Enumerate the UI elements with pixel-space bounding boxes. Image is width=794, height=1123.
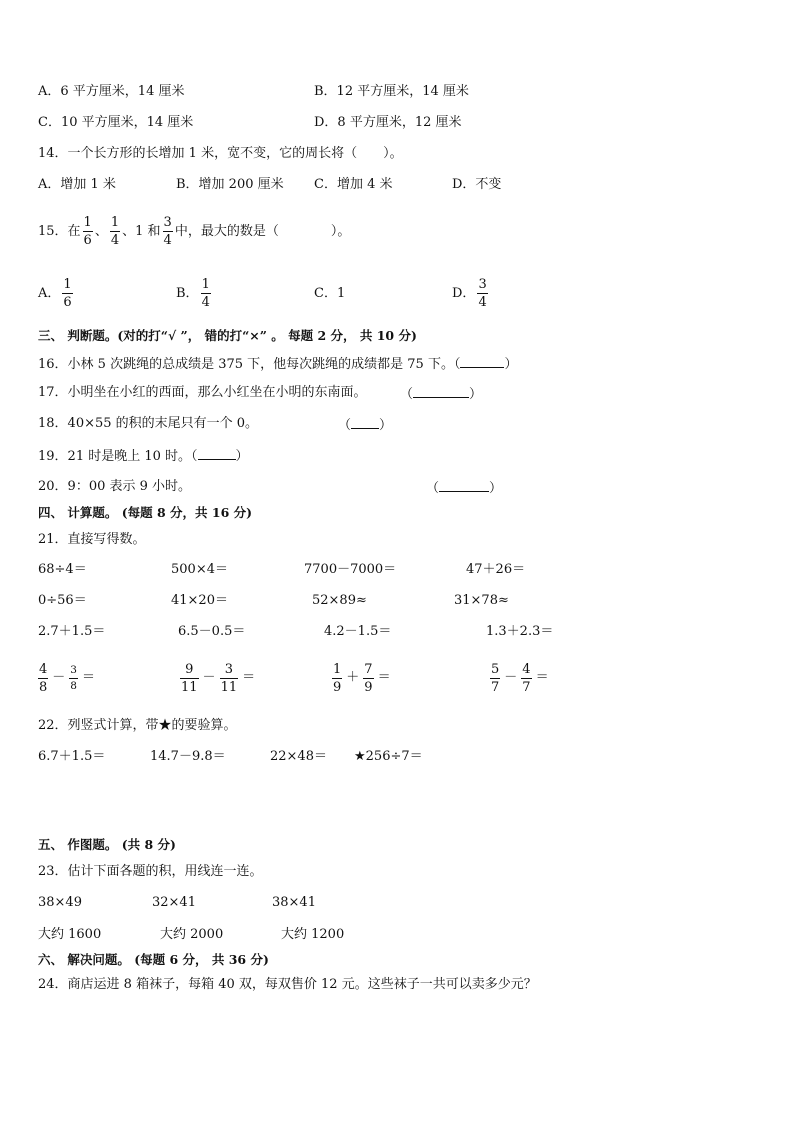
q19-paren-close: ） bbox=[235, 449, 249, 464]
q17-paren-open: （ bbox=[400, 387, 414, 402]
frac-expr-3-n2: 7 bbox=[364, 661, 373, 677]
q21-text: 21．直接写得数。 bbox=[38, 532, 146, 547]
calc-r1-c3: 7700－7000＝ bbox=[304, 562, 397, 577]
q15-fraction-2 bbox=[110, 216, 120, 247]
q14-option-d: D．不变 bbox=[452, 177, 502, 192]
q22-item-3: 22×48＝ bbox=[270, 749, 327, 764]
q16 bbox=[38, 355, 518, 373]
frac-expr-3-term1 bbox=[332, 663, 342, 694]
q18-paren-open: （ bbox=[338, 418, 352, 433]
q15-prefix: 15．在 bbox=[38, 224, 81, 239]
q20-paren-open: （ bbox=[426, 481, 440, 496]
q15-sep2: 、1 和 bbox=[122, 224, 161, 239]
q22-text: 22．列竖式计算，带★的要验算。 bbox=[38, 718, 237, 733]
frac-expr-3-term2 bbox=[363, 663, 373, 694]
frac-expr-3-d1: 9 bbox=[333, 679, 342, 695]
q15-d-numerator: 3 bbox=[478, 277, 487, 292]
q22-item-1: 6.7＋1.5＝ bbox=[38, 749, 106, 764]
q23-text: 23．估计下面各题的积，用线连一连。 bbox=[38, 864, 263, 879]
frac-expr-1-d2: 8 bbox=[70, 679, 77, 692]
q22-item-4: ★256÷7＝ bbox=[354, 749, 423, 764]
q15-option-a-fraction bbox=[62, 278, 72, 309]
q23-estimate-2: 大约 2000 bbox=[160, 927, 224, 942]
frac-expr-2-n1: 9 bbox=[185, 661, 194, 677]
calc-r2-c3: 52×89≈ bbox=[312, 593, 367, 608]
q19 bbox=[38, 447, 249, 465]
q20-answer bbox=[426, 479, 502, 497]
q13-option-b: B．12 平方厘米，14 厘米 bbox=[314, 84, 469, 99]
frac-expr-2-term2 bbox=[220, 663, 239, 694]
frac-expr-1-n1: 4 bbox=[39, 661, 48, 677]
q23-expr-1: 38×49 bbox=[38, 895, 82, 910]
q15-option-b-fraction bbox=[201, 278, 211, 309]
q15-b-denominator: 4 bbox=[201, 295, 210, 310]
frac-expr-2-n2: 3 bbox=[224, 661, 233, 677]
frac-expr-1-n2: 3 bbox=[70, 664, 77, 676]
q23-expr-2: 32×41 bbox=[152, 895, 196, 910]
frac-expr-1-term2 bbox=[69, 665, 78, 691]
frac-expr-3-d2: 9 bbox=[364, 679, 373, 695]
frac-expr-2-d2: 11 bbox=[220, 679, 238, 695]
q13-option-a: A．6 平方厘米，14 厘米 bbox=[38, 84, 185, 99]
frac-expr-2-d1: 11 bbox=[181, 679, 198, 695]
frac-expr-4-d1: 7 bbox=[491, 679, 500, 695]
q14-option-c: C．增加 4 米 bbox=[314, 177, 393, 192]
section4-heading: 四、 计算题。 (每题 8 分，共 16 分) bbox=[38, 505, 253, 520]
frac-expr-1-equals: ＝ bbox=[81, 670, 95, 685]
q15-option-c: C．1 bbox=[314, 286, 346, 301]
q15-option-b-label: B． bbox=[176, 286, 199, 301]
q20-paren-close: ） bbox=[489, 481, 503, 496]
q18-text: 18．40×55 的积的末尾只有一个 0。 bbox=[38, 416, 259, 431]
q20-answer-blank[interactable] bbox=[439, 479, 489, 492]
q17-answer-blank[interactable] bbox=[413, 385, 469, 398]
q15-option-d-label: D． bbox=[452, 286, 476, 301]
q15-fraction-3 bbox=[163, 216, 173, 247]
calc-r2-c1: 0÷56＝ bbox=[38, 593, 87, 608]
q20-text: 20．9：00 表示 9 小时。 bbox=[38, 479, 192, 494]
frac-expr-2-equals: ＝ bbox=[242, 670, 256, 685]
calc-r2-c4: 31×78≈ bbox=[454, 593, 509, 608]
frac-expr-1-d1: 8 bbox=[39, 679, 48, 695]
frac-expr-4 bbox=[488, 658, 551, 699]
q19-text: 19．21 时是晚上 10 时。 bbox=[38, 449, 192, 464]
q16-paren-close: ） bbox=[504, 357, 518, 372]
frac-expr-3 bbox=[330, 658, 393, 699]
q15-d-denominator: 4 bbox=[478, 295, 487, 310]
frac-expr-1-operator: － bbox=[52, 670, 66, 685]
q15-f2-denominator: 4 bbox=[110, 233, 120, 248]
q15-sep1: 、 bbox=[94, 224, 108, 239]
q14-option-a: A．增加 1 米 bbox=[38, 177, 116, 192]
frac-expr-4-term2 bbox=[521, 663, 531, 694]
q15-a-denominator: 6 bbox=[63, 295, 72, 310]
q13-option-c: C．10 平方厘米，14 厘米 bbox=[38, 115, 194, 130]
q23-estimate-1: 大约 1600 bbox=[38, 927, 102, 942]
q15-f3-denominator: 4 bbox=[163, 233, 172, 248]
calc-r1-c2: 500×4＝ bbox=[171, 562, 228, 577]
calc-r1-c1: 68÷4＝ bbox=[38, 562, 87, 577]
q16-text: 16．小林 5 次跳绳的总成绩是 375 下，他每次跳绳的成绩都是 75 下。 bbox=[38, 357, 454, 372]
q13-option-d: D．8 平方厘米，12 厘米 bbox=[314, 115, 462, 130]
q15-f1-numerator: 1 bbox=[83, 215, 92, 230]
section5-heading: 五、 作图题。 (共 8 分) bbox=[38, 837, 176, 852]
q15-option-a bbox=[38, 275, 75, 313]
section6-heading: 六、 解决问题。 (每题 6 分， 共 36 分) bbox=[38, 952, 269, 967]
q18-paren-close: ） bbox=[379, 418, 393, 433]
q24-text: 24．商店运进 8 箱袜子，每箱 40 双，每双售价 12 元。这些袜子一共可以卖多少元？ bbox=[38, 977, 537, 992]
q15-b-numerator: 1 bbox=[201, 277, 210, 292]
frac-expr-4-equals: ＝ bbox=[535, 670, 549, 685]
q17-answer bbox=[400, 385, 482, 403]
q15-stem bbox=[38, 213, 350, 251]
q18-answer-blank[interactable] bbox=[351, 416, 379, 429]
frac-expr-2-term1 bbox=[180, 663, 199, 694]
frac-expr-1-term1 bbox=[38, 663, 48, 694]
q15-option-d-fraction bbox=[477, 278, 487, 309]
q14-stem: 14．一个长方形的长增加 1 米，宽不变，它的周长将（ ）。 bbox=[38, 146, 403, 161]
q23-expr-3: 38×41 bbox=[272, 895, 316, 910]
frac-expr-3-n1: 1 bbox=[333, 661, 342, 677]
frac-expr-4-operator: － bbox=[504, 670, 518, 685]
frac-expr-4-term1 bbox=[490, 663, 500, 694]
q15-suffix: 中，最大的数是（ ）。 bbox=[174, 224, 351, 239]
q16-answer-blank[interactable] bbox=[460, 355, 504, 368]
frac-expr-4-n2: 4 bbox=[522, 661, 531, 677]
calc-r1-c4: 47＋26＝ bbox=[466, 562, 526, 577]
q22-item-2: 14.7－9.8＝ bbox=[150, 749, 226, 764]
calc-r3-c1: 2.7＋1.5＝ bbox=[38, 624, 106, 639]
q15-option-d bbox=[452, 275, 490, 313]
q15-option-b bbox=[176, 275, 213, 313]
frac-expr-2-operator: － bbox=[202, 670, 216, 685]
frac-expr-4-d2: 7 bbox=[522, 679, 531, 695]
q15-f2-numerator: 1 bbox=[110, 215, 120, 230]
q15-f3-numerator: 3 bbox=[163, 215, 172, 230]
calc-r3-c2: 6.5－0.5＝ bbox=[178, 624, 246, 639]
q15-a-numerator: 1 bbox=[63, 277, 72, 292]
q15-fraction-1 bbox=[83, 216, 93, 247]
q16-paren-open: （ bbox=[453, 357, 461, 372]
q17-paren-close: ） bbox=[469, 387, 483, 402]
frac-expr-2 bbox=[178, 658, 257, 699]
q14-option-b: B．增加 200 厘米 bbox=[176, 177, 284, 192]
calc-r3-c3: 4.2－1.5＝ bbox=[324, 624, 392, 639]
q15-option-a-label: A． bbox=[38, 286, 61, 301]
frac-expr-4-n1: 5 bbox=[491, 661, 500, 677]
q19-paren-open: （ bbox=[191, 449, 198, 464]
calc-r3-c4: 1.3＋2.3＝ bbox=[486, 624, 554, 639]
q18-answer bbox=[338, 416, 392, 434]
q19-answer-blank[interactable] bbox=[198, 447, 236, 460]
q17-text: 17．小明坐在小红的西面，那么小红坐在小明的东南面。 bbox=[38, 385, 367, 400]
frac-expr-3-equals: ＝ bbox=[377, 670, 391, 685]
section3-heading: 三、 判断题。(对的打“√ ”， 错的打“×” 。 每题 2 分， 共 10 分) bbox=[38, 328, 417, 343]
q23-estimate-3: 大约 1200 bbox=[281, 927, 345, 942]
q15-f1-denominator: 6 bbox=[83, 233, 92, 248]
frac-expr-1 bbox=[36, 658, 97, 699]
frac-expr-3-operator: ＋ bbox=[346, 670, 360, 685]
calc-r2-c2: 41×20＝ bbox=[171, 593, 228, 608]
